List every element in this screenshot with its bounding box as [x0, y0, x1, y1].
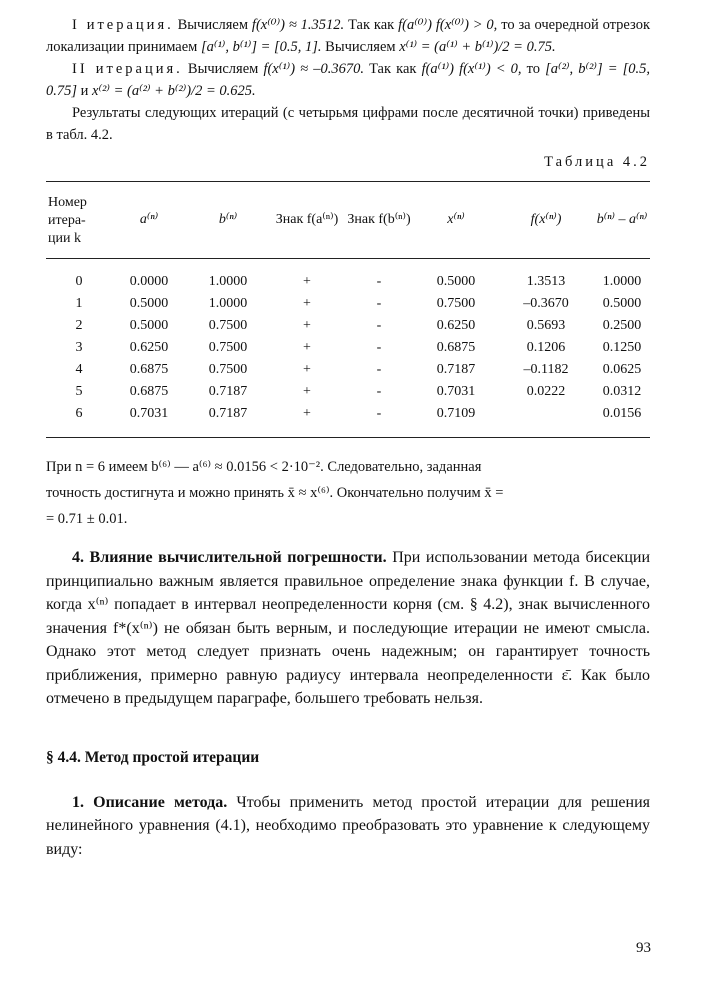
- cell-sign-fb: -: [376, 274, 382, 289]
- paragraph-method-description: [46, 791, 650, 862]
- cell-sign-fa: +: [303, 274, 311, 289]
- cell-b: 0.7500: [208, 362, 248, 377]
- header-fx: f(x⁽ⁿ⁾): [530, 212, 562, 227]
- cell-b: 0.7187: [208, 406, 248, 421]
- table-bottom-rule: [46, 425, 650, 438]
- cell-b: 0.7500: [208, 318, 248, 333]
- cell-a: 0.6875: [129, 384, 169, 399]
- conclusion-line-2: точность достигнута и можно принять x̄ ≈ x⁽⁶⁾. Окончательно получим x̄ =: [46, 485, 504, 501]
- table-row: [46, 337, 650, 359]
- cell-fx: –0.1182: [523, 362, 569, 377]
- cell-x: 0.7187: [436, 362, 476, 377]
- cell-sign-fa: +: [303, 318, 311, 333]
- paragraph-iteration-1: I итерация. Вычисляем f(x⁽⁰⁾) ≈ 1.3512. Так как f(a⁽⁰⁾) f(x⁽⁰⁾) > 0, то за очередной отрезок локализации принимаем [a⁽¹⁾, b⁽¹⁾] = [0.5, 1]. Вычисляем x⁽¹⁾ = (a⁽¹⁾ + b⁽¹⁾)/2 = 0.75.: [46, 17, 650, 55]
- cell-sign-fb: -: [376, 340, 382, 355]
- cell-sign-fa: +: [303, 362, 311, 377]
- cell-a: 0.6250: [129, 340, 169, 355]
- subsection-heading-error: 4. Влияние вычислительной погрешности.: [72, 549, 387, 566]
- cell-sign-fa: +: [303, 340, 311, 355]
- cell-diff: 0.5000: [602, 296, 642, 311]
- cell-fx: 0.0222: [526, 384, 566, 399]
- cell-a: 0.6875: [129, 362, 169, 377]
- cell-b: 1.0000: [208, 296, 248, 311]
- cell-sign-fb: -: [376, 318, 382, 333]
- cell-fx: 1.3513: [526, 274, 566, 289]
- cell-a: 0.0000: [129, 274, 169, 289]
- cell-fx: 0.5693: [526, 318, 566, 333]
- cell-b: 0.7500: [208, 340, 248, 355]
- page-number: 93: [636, 940, 651, 956]
- results-table: [46, 182, 650, 438]
- header-sign-fb: Знак f(b⁽ⁿ⁾): [347, 212, 411, 227]
- header-b: b⁽ⁿ⁾: [218, 212, 238, 227]
- cell-sign-fa: +: [303, 384, 311, 399]
- cell-a: 0.5000: [129, 318, 169, 333]
- description-paragraph-text: Чтобы применить метод простой итерации для решения нелинейного уравнения (4.1), необходимо преобразовать это уравнение к следующему виду:: [46, 793, 650, 858]
- cell-diff: 0.0625: [602, 362, 642, 377]
- paragraph-conclusion: [46, 454, 650, 532]
- header-x: x⁽ⁿ⁾: [447, 212, 465, 227]
- table-title: Таблица 4.2: [544, 154, 650, 170]
- paragraph-results-intro: Результаты следующих итераций (с четырьмя цифрами после десятичной точки) приведены в табл. 4.2.: [46, 105, 650, 143]
- iteration-2-label: II итерация.: [72, 61, 183, 77]
- header-sign-fa: Знак f(a⁽ⁿ⁾): [275, 212, 339, 227]
- cell-a: 0.5000: [129, 296, 169, 311]
- subsection-heading-description: 1. Описание метода.: [72, 793, 228, 811]
- cell-x: 0.5000: [436, 274, 476, 289]
- cell-x: 0.6250: [436, 318, 476, 333]
- cell-b: 0.7187: [208, 384, 248, 399]
- cell-x: 0.7500: [436, 296, 476, 311]
- cell-x: 0.6875: [436, 340, 476, 355]
- cell-fx: –0.3670: [523, 296, 569, 311]
- cell-k: 4: [75, 362, 83, 377]
- error-paragraph-text: При использовании метода бисекции принципиально важным является правильное определение знака функции f. В случае, когда x⁽ⁿ⁾ попадает в интервал неопределенности корня (см. § 4.2), знак вычисленного значения f*(x⁽ⁿ⁾) не обязан быть верным, и последующие итерации не имеют смысла. Однако этот метод следует признать очень надежным; он гарантирует точность приближения, примерно равную радиусу интервала неопределенности ε̄. Как было отмечено в предыдущем параграфе, большего требовать нельзя.: [46, 549, 651, 707]
- table-row: [46, 271, 650, 293]
- cell-fx: [498, 403, 594, 425]
- cell-diff: 1.0000: [602, 274, 642, 289]
- cell-sign-fb: -: [376, 362, 382, 377]
- table-row: [46, 359, 650, 381]
- cell-diff: 0.0312: [602, 384, 642, 399]
- cell-fx: 0.1206: [526, 340, 566, 355]
- cell-sign-fa: +: [303, 296, 311, 311]
- header-a: a⁽ⁿ⁾: [139, 212, 159, 227]
- cell-k: 1: [75, 296, 83, 311]
- page-content: [46, 14, 650, 861]
- table-body: [46, 271, 650, 438]
- cell-b: 1.0000: [208, 274, 248, 289]
- table-row: [46, 403, 650, 425]
- cell-a: 0.7031: [129, 406, 169, 421]
- section-title: § 4.4. Метод простой итерации: [46, 748, 260, 766]
- table-row: [46, 293, 650, 315]
- table-row: [46, 381, 650, 403]
- cell-sign-fa: +: [303, 406, 311, 421]
- paragraph-iteration-2: II итерация. Вычисляем f(x⁽¹⁾) ≈ –0.3670. Так как f(a⁽¹⁾) f(x⁽¹⁾) < 0, то [a⁽²⁾, b⁽²⁾] = [0.5, 0.75] и x⁽²⁾ = (a⁽²⁾ + b⁽²⁾)/2 = 0.625.: [46, 61, 650, 99]
- cell-k: 6: [75, 406, 83, 421]
- header-iteration-number: Номер итера- ции k: [48, 195, 87, 246]
- cell-diff: 0.1250: [602, 340, 642, 355]
- conclusion-line-3: = 0.71 ± 0.01.: [46, 511, 128, 527]
- iteration-1-label: I итерация.: [72, 17, 174, 33]
- cell-sign-fb: -: [376, 406, 382, 421]
- cell-x: 0.7109: [436, 406, 476, 421]
- cell-x: 0.7031: [436, 384, 476, 399]
- cell-k: 5: [75, 384, 83, 399]
- cell-sign-fb: -: [376, 296, 382, 311]
- paragraph-computational-error: [46, 546, 650, 711]
- conclusion-line-1: При n = 6 имеем b⁽⁶⁾ — a⁽⁶⁾ ≈ 0.0156 < 2·10⁻². Следовательно, заданная: [46, 459, 482, 475]
- cell-diff: 0.0156: [602, 406, 642, 421]
- header-diff: b⁽ⁿ⁾ – a⁽ⁿ⁾: [596, 212, 648, 227]
- cell-k: 2: [75, 318, 83, 333]
- cell-k: 3: [75, 340, 83, 355]
- cell-sign-fb: -: [376, 384, 382, 399]
- cell-diff: 0.2500: [602, 318, 642, 333]
- cell-k: 0: [75, 274, 83, 289]
- table-row: [46, 315, 650, 337]
